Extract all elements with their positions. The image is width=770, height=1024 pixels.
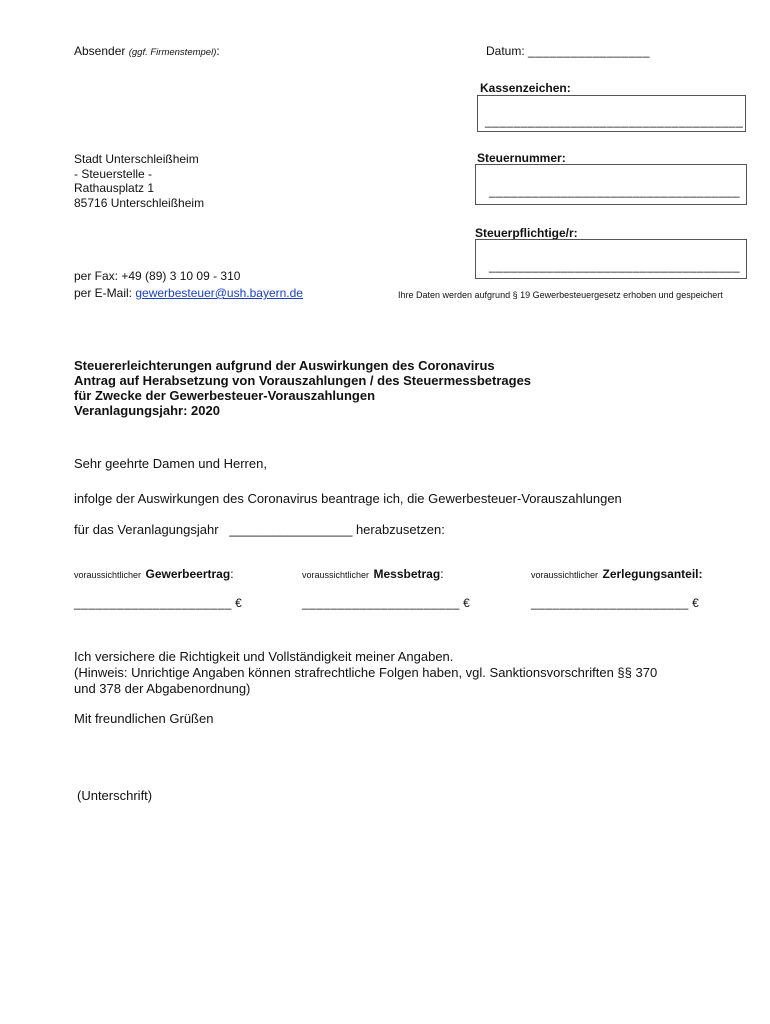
subject-line-1: Steuererleichterungen aufgrund der Auswirkungen des Coronavirus xyxy=(74,358,495,373)
recipient-line-4: 85716 Unterschleißheim xyxy=(74,195,205,210)
recipient-address xyxy=(74,152,204,210)
recipient-line-3: Rathausplatz 1 xyxy=(74,181,155,195)
subject-line-4: Veranlagungsjahr: 2020 xyxy=(74,403,220,418)
amount-label-messbetrag xyxy=(302,565,444,583)
sender-label-row xyxy=(74,44,220,58)
kassenzeichen-box[interactable] xyxy=(477,95,746,132)
amount-line: ______________________ xyxy=(74,596,232,610)
amount-label-gewerbeertrag xyxy=(74,565,234,583)
hint-line-2: und 378 der Abgabenordnung) xyxy=(74,681,251,696)
year-field[interactable]: _________________ xyxy=(229,522,353,537)
currency-symbol: € xyxy=(692,596,699,610)
amount-label: Messbetrag xyxy=(373,567,441,581)
recipient-line-2: - Steuerstelle - xyxy=(74,166,153,181)
steuernummer-box[interactable] xyxy=(475,164,747,205)
assurance-block xyxy=(74,649,657,697)
date-label: Datum: xyxy=(486,44,525,58)
amount-label: Gewerbeertrag xyxy=(145,567,231,581)
amount-prefix: voraussichtlicher xyxy=(531,570,599,580)
fax-line: per Fax: +49 (89) 3 10 09 - 310 xyxy=(74,269,241,283)
regards: Mit freundlichen Grüßen xyxy=(74,711,214,726)
subject-line-2: Antrag auf Herabsetzung von Vorauszahlungen / des Steuermessbetrages xyxy=(74,373,532,388)
amount-line: ______________________ xyxy=(531,596,689,610)
amount-colon: : xyxy=(698,567,703,581)
steuernummer-line: ___________________________________ xyxy=(489,184,741,198)
assurance-text: Ich versichere die Richtigkeit und Vollständigkeit meiner Angaben. xyxy=(74,649,454,664)
year-suffix: herabzusetzen: xyxy=(355,522,445,537)
steuerpflichtige-box[interactable] xyxy=(475,239,747,279)
date-row xyxy=(486,44,650,58)
year-prefix: für das Veranlagungsjahr xyxy=(74,522,219,537)
currency-symbol: € xyxy=(463,596,470,610)
amount-colon: : xyxy=(230,567,234,581)
kassenzeichen-label: Kassenzeichen: xyxy=(480,81,571,95)
kassenzeichen-line: ____________________________________ xyxy=(485,114,744,128)
email-prefix: per E-Mail: xyxy=(74,286,136,300)
amount-line: ______________________ xyxy=(302,596,460,610)
sender-hint: (ggf. Firmenstempel) xyxy=(128,47,217,58)
email-link[interactable]: gewerbesteuer@ush.bayern.de xyxy=(135,286,303,300)
currency-symbol: € xyxy=(235,596,242,610)
sender-colon: : xyxy=(216,44,220,58)
greeting: Sehr geehrte Damen und Herren, xyxy=(74,456,267,471)
amount-field-gewerbeertrag[interactable] xyxy=(74,596,242,610)
signature-label: (Unterschrift) xyxy=(77,788,153,803)
amount-label-zerlegungsanteil xyxy=(531,565,703,583)
amount-colon: : xyxy=(440,567,444,581)
recipient-line-1: Stadt Unterschleißheim xyxy=(74,152,199,166)
email-row xyxy=(74,286,303,300)
body-paragraph-1: infolge der Auswirkungen des Coronavirus beantrage ich, die Gewerbesteuer-Vorauszahlungen xyxy=(74,491,622,506)
steuerpflichtige-line: ___________________________________ xyxy=(489,259,741,273)
hint-line-1: (Hinweis: Unrichtige Angaben können strafrechtliche Folgen haben, vgl. Sanktionsvorschriften §§ 370 xyxy=(74,665,658,680)
sender-label: Absender xyxy=(74,44,126,58)
amount-field-zerlegungsanteil[interactable] xyxy=(531,596,699,610)
privacy-note: Ihre Daten werden aufgrund § 19 Gewerbesteuergesetz erhoben und gespeichert xyxy=(398,290,723,300)
subject-block xyxy=(74,358,531,418)
date-field[interactable]: _________________ xyxy=(528,44,650,58)
steuerpflichtige-label: Steuerpflichtige/r: xyxy=(475,226,578,240)
body-paragraph-2 xyxy=(74,522,445,538)
amount-prefix: voraussichtlicher xyxy=(74,570,142,580)
subject-line-3: für Zwecke der Gewerbesteuer-Vorauszahlungen xyxy=(74,388,376,403)
steuernummer-label: Steuernummer: xyxy=(477,151,566,165)
amount-prefix: voraussichtlicher xyxy=(302,570,370,580)
amount-field-messbetrag[interactable] xyxy=(302,596,470,610)
amount-label: Zerlegungsanteil xyxy=(602,567,699,581)
